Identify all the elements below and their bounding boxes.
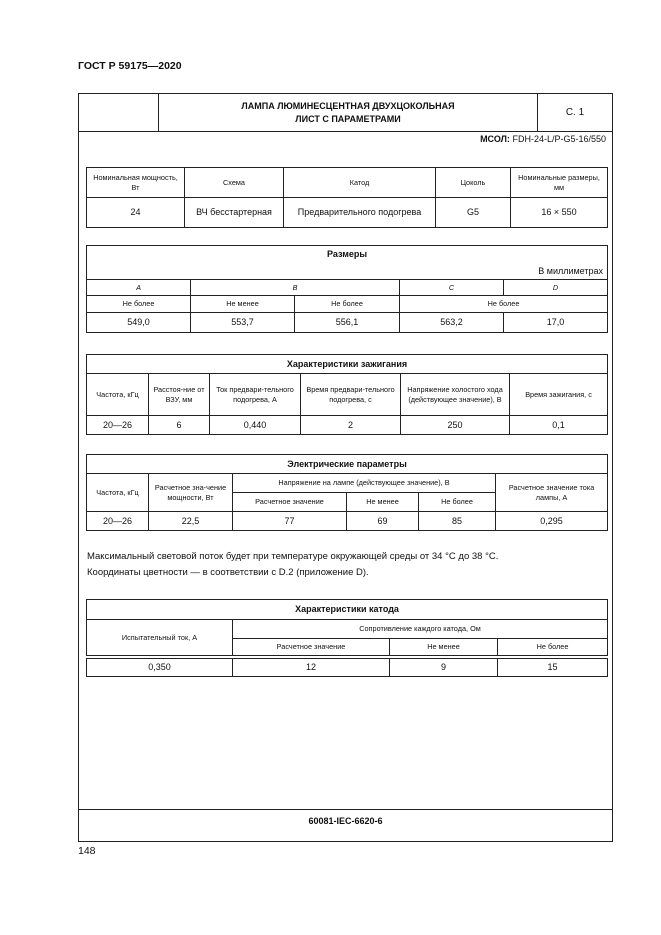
ignition-value: 6 [149, 416, 210, 435]
electrical-header-voltage-calc: Расчетное значение [233, 493, 347, 512]
electrical-header-voltage-min: Не менее [347, 493, 419, 512]
electrical-header-current: Расчетное значение тока лампы, А [496, 474, 608, 512]
dimension-letter-c: C [400, 280, 504, 296]
electrical-title: Электрические параметры [87, 455, 608, 474]
electrical-header-frequency: Частота, кГц [87, 474, 149, 512]
electrical-value: 69 [347, 512, 419, 531]
sheet-title [159, 94, 537, 131]
cathode-value: 15 [498, 659, 608, 677]
dimensions-title: Размеры [87, 246, 608, 264]
cathode-header-test-current: Испытательный ток, А [87, 620, 233, 656]
cathode-value: 9 [390, 659, 498, 677]
sheet-code: 60081-IEC-6620-6 [308, 816, 383, 826]
electrical-header-voltage-max: Не более [419, 493, 496, 512]
ignition-header: Расстоя-ние от ВЗУ, мм [149, 374, 210, 416]
dimension-value: 17,0 [504, 313, 608, 333]
electrical-header-voltage: Напряжение на лампе (действующее значение), В [233, 474, 496, 493]
general-header: Номинальная мощность, Вт [87, 168, 185, 198]
cathode-header-resistance: Сопротивление каждого катода, Ом [233, 620, 608, 639]
dimensions-unit: В миллиметрах [87, 264, 608, 280]
dimensions-table [86, 245, 608, 333]
dimension-value: 549,0 [87, 313, 191, 333]
ignition-value: 2 [301, 416, 401, 435]
ignition-header: Время зажигания, с [510, 374, 608, 416]
ignition-value: 0,440 [210, 416, 301, 435]
electrical-value: 20—26 [87, 512, 149, 531]
dimension-letter-b: B [191, 280, 400, 296]
general-value: ВЧ бесстартерная [185, 198, 284, 228]
dimension-value: 556,1 [295, 313, 400, 333]
sheet-title-line2: ЛИСТ С ПАРАМЕТРАМИ [295, 113, 401, 124]
dimension-letter-a: A [87, 280, 191, 296]
msol-label: МСОЛ: [480, 134, 510, 144]
electrical-value: 85 [419, 512, 496, 531]
cathode-header-calc: Расчетное значение [233, 639, 390, 656]
electrical-table [86, 454, 608, 531]
msol-code [480, 134, 606, 144]
general-header: Катод [284, 168, 436, 198]
general-value: G5 [436, 198, 511, 228]
ignition-table [86, 354, 608, 435]
parameter-sheet-frame [78, 93, 613, 842]
dimension-limit: Не менее [191, 296, 295, 313]
ignition-header: Ток предвари-тельного подогрева, А [210, 374, 301, 416]
electrical-value: 0,295 [496, 512, 608, 531]
general-value: 16 × 550 [511, 198, 608, 228]
electrical-value: 22,5 [149, 512, 233, 531]
note-luminous-flux: Максимальный световой поток будет при температуре окружающей среды от 34 °С до 38 °С. [87, 551, 499, 562]
ignition-title: Характеристики зажигания [87, 355, 608, 374]
ignition-header: Напряжение холостого хода (действующее значение), В [401, 374, 510, 416]
dimension-letter-d: D [504, 280, 608, 296]
ignition-value: 20—26 [87, 416, 149, 435]
general-header: Номинальные размеры, мм [511, 168, 608, 198]
general-value: 24 [87, 198, 185, 228]
dimension-limit: Не более [400, 296, 608, 313]
general-header: Цоколь [436, 168, 511, 198]
dimension-limit: Не более [295, 296, 400, 313]
general-value: Предварительного подогрева [284, 198, 436, 228]
sheet-title-line1: ЛАМПА ЛЮМИНЕСЦЕНТНАЯ ДВУХЦОКОЛЬНАЯ [241, 100, 455, 111]
electrical-header-power: Расчетное зна-чение мощности, Вт [149, 474, 233, 512]
dimension-value: 553,7 [191, 313, 295, 333]
general-header: Схема [185, 168, 284, 198]
ignition-value: 250 [401, 416, 510, 435]
title-left-cell [79, 94, 159, 131]
ignition-value: 0,1 [510, 416, 608, 435]
general-table [86, 167, 608, 228]
document-header: ГОСТ Р 59175—2020 [78, 60, 182, 72]
dimension-value: 563,2 [400, 313, 504, 333]
cathode-header-min: Не менее [390, 639, 498, 656]
ignition-header: Время предвари-тельного подогрева, с [301, 374, 401, 416]
cathode-value: 12 [233, 659, 390, 677]
ignition-header: Частота, кГц [87, 374, 149, 416]
page-number: 148 [78, 845, 96, 857]
dimension-limit: Не более [87, 296, 191, 313]
cathode-header-max: Не более [498, 639, 608, 656]
electrical-value: 77 [233, 512, 347, 531]
cathode-value: 0,350 [87, 659, 233, 677]
cathode-title: Характеристики катода [87, 600, 608, 620]
sheet-number: С. 1 [537, 94, 612, 131]
note-chromaticity: Координаты цветности — в соответствии с D.2 (приложение D). [87, 567, 369, 578]
msol-value: FDH-24-L/P-G5-16/550 [512, 134, 606, 144]
sheet-title-row [79, 94, 612, 132]
cathode-table [86, 599, 608, 677]
footer-divider [79, 809, 612, 810]
